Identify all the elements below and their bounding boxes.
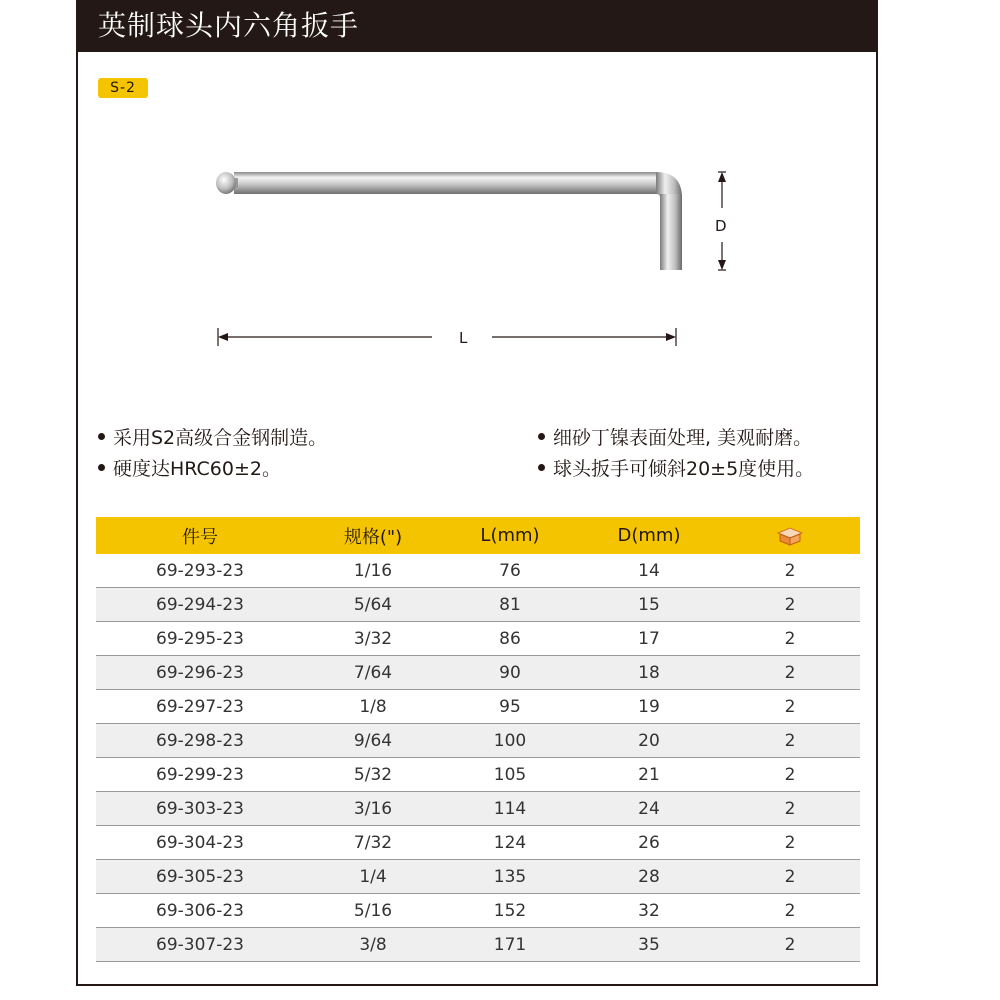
cell-package-qty: 2	[720, 724, 860, 758]
cell-part-number: 69-299-23	[96, 758, 304, 792]
feature-text: 细砂丁镍表面处理, 美观耐磨。	[553, 427, 813, 449]
cell-part-number: 69-303-23	[96, 792, 304, 826]
cell-length: 152	[442, 894, 578, 928]
cell-length: 76	[442, 554, 578, 588]
feature-item	[538, 425, 812, 451]
dimension-l-label: L	[459, 329, 468, 347]
cell-length: 171	[442, 928, 578, 962]
cell-size: 1/8	[304, 690, 442, 724]
cell-length: 135	[442, 860, 578, 894]
feature-item	[538, 456, 814, 482]
cell-size: 7/64	[304, 656, 442, 690]
cell-size: 1/4	[304, 860, 442, 894]
cell-package-qty: 2	[720, 758, 860, 792]
cell-package-qty: 2	[720, 622, 860, 656]
feature-text: 球头扳手可倾斜20±5度使用。	[553, 458, 815, 480]
cell-diameter: 20	[578, 724, 720, 758]
cell-length: 114	[442, 792, 578, 826]
cell-package-qty: 2	[720, 588, 860, 622]
header-length: L(mm)	[442, 517, 578, 554]
cell-diameter: 18	[578, 656, 720, 690]
table-row	[96, 792, 860, 826]
cell-part-number: 69-307-23	[96, 928, 304, 962]
cell-diameter: 26	[578, 826, 720, 860]
spec-table	[96, 517, 860, 962]
cell-package-qty: 2	[720, 826, 860, 860]
cell-size: 3/8	[304, 928, 442, 962]
cell-size: 5/16	[304, 894, 442, 928]
cell-part-number: 69-295-23	[96, 622, 304, 656]
cell-part-number: 69-293-23	[96, 554, 304, 588]
cell-part-number: 69-297-23	[96, 690, 304, 724]
page-title: 英制球头内六角扳手	[98, 9, 360, 42]
table-row	[96, 724, 860, 758]
header-diameter: D(mm)	[578, 517, 720, 554]
table-row	[96, 928, 860, 962]
bullet-icon	[98, 464, 105, 471]
feature-item	[98, 425, 327, 451]
cell-package-qty: 2	[720, 860, 860, 894]
cell-length: 81	[442, 588, 578, 622]
cell-diameter: 17	[578, 622, 720, 656]
cell-part-number: 69-304-23	[96, 826, 304, 860]
cell-package-qty: 2	[720, 792, 860, 826]
cell-size: 9/64	[304, 724, 442, 758]
package-box-icon	[776, 526, 804, 546]
cell-length: 105	[442, 758, 578, 792]
cell-diameter: 32	[578, 894, 720, 928]
table-row	[96, 826, 860, 860]
cell-package-qty: 2	[720, 554, 860, 588]
cell-length: 95	[442, 690, 578, 724]
dimension-d-label: D	[715, 217, 727, 235]
cell-package-qty: 2	[720, 894, 860, 928]
cell-part-number: 69-306-23	[96, 894, 304, 928]
material-badge: S-2	[98, 78, 148, 98]
header-size: 规格(")	[304, 517, 442, 554]
table-row	[96, 622, 860, 656]
cell-length: 100	[442, 724, 578, 758]
cell-size: 5/32	[304, 758, 442, 792]
cell-size: 3/32	[304, 622, 442, 656]
cell-diameter: 19	[578, 690, 720, 724]
cell-part-number: 69-305-23	[96, 860, 304, 894]
cell-length: 124	[442, 826, 578, 860]
table-header-row	[96, 517, 860, 554]
cell-diameter: 15	[578, 588, 720, 622]
cell-package-qty: 2	[720, 656, 860, 690]
bullet-icon	[98, 433, 105, 440]
cell-size: 7/32	[304, 826, 442, 860]
cell-part-number: 69-298-23	[96, 724, 304, 758]
cell-size: 5/64	[304, 588, 442, 622]
table-row	[96, 656, 860, 690]
cell-part-number: 69-294-23	[96, 588, 304, 622]
cell-diameter: 28	[578, 860, 720, 894]
table-row	[96, 894, 860, 928]
cell-size: 1/16	[304, 554, 442, 588]
feature-text: 硬度达HRC60±2。	[113, 458, 281, 480]
header-part-number: 件号	[96, 517, 304, 554]
cell-length: 86	[442, 622, 578, 656]
feature-text: 采用S2高级合金钢制造。	[113, 427, 328, 449]
table-row	[96, 690, 860, 724]
table-row	[96, 554, 860, 588]
cell-size: 3/16	[304, 792, 442, 826]
cell-diameter: 14	[578, 554, 720, 588]
cell-package-qty: 2	[720, 690, 860, 724]
cell-part-number: 69-296-23	[96, 656, 304, 690]
cell-length: 90	[442, 656, 578, 690]
feature-item	[98, 456, 281, 482]
header-package	[720, 517, 860, 554]
table-row	[96, 758, 860, 792]
table-row	[96, 588, 860, 622]
bullet-icon	[538, 433, 545, 440]
ball-hex-wrench-illustration	[200, 150, 760, 360]
cell-package-qty: 2	[720, 928, 860, 962]
cell-diameter: 35	[578, 928, 720, 962]
cell-diameter: 24	[578, 792, 720, 826]
bullet-icon	[538, 464, 545, 471]
table-row	[96, 860, 860, 894]
cell-diameter: 21	[578, 758, 720, 792]
